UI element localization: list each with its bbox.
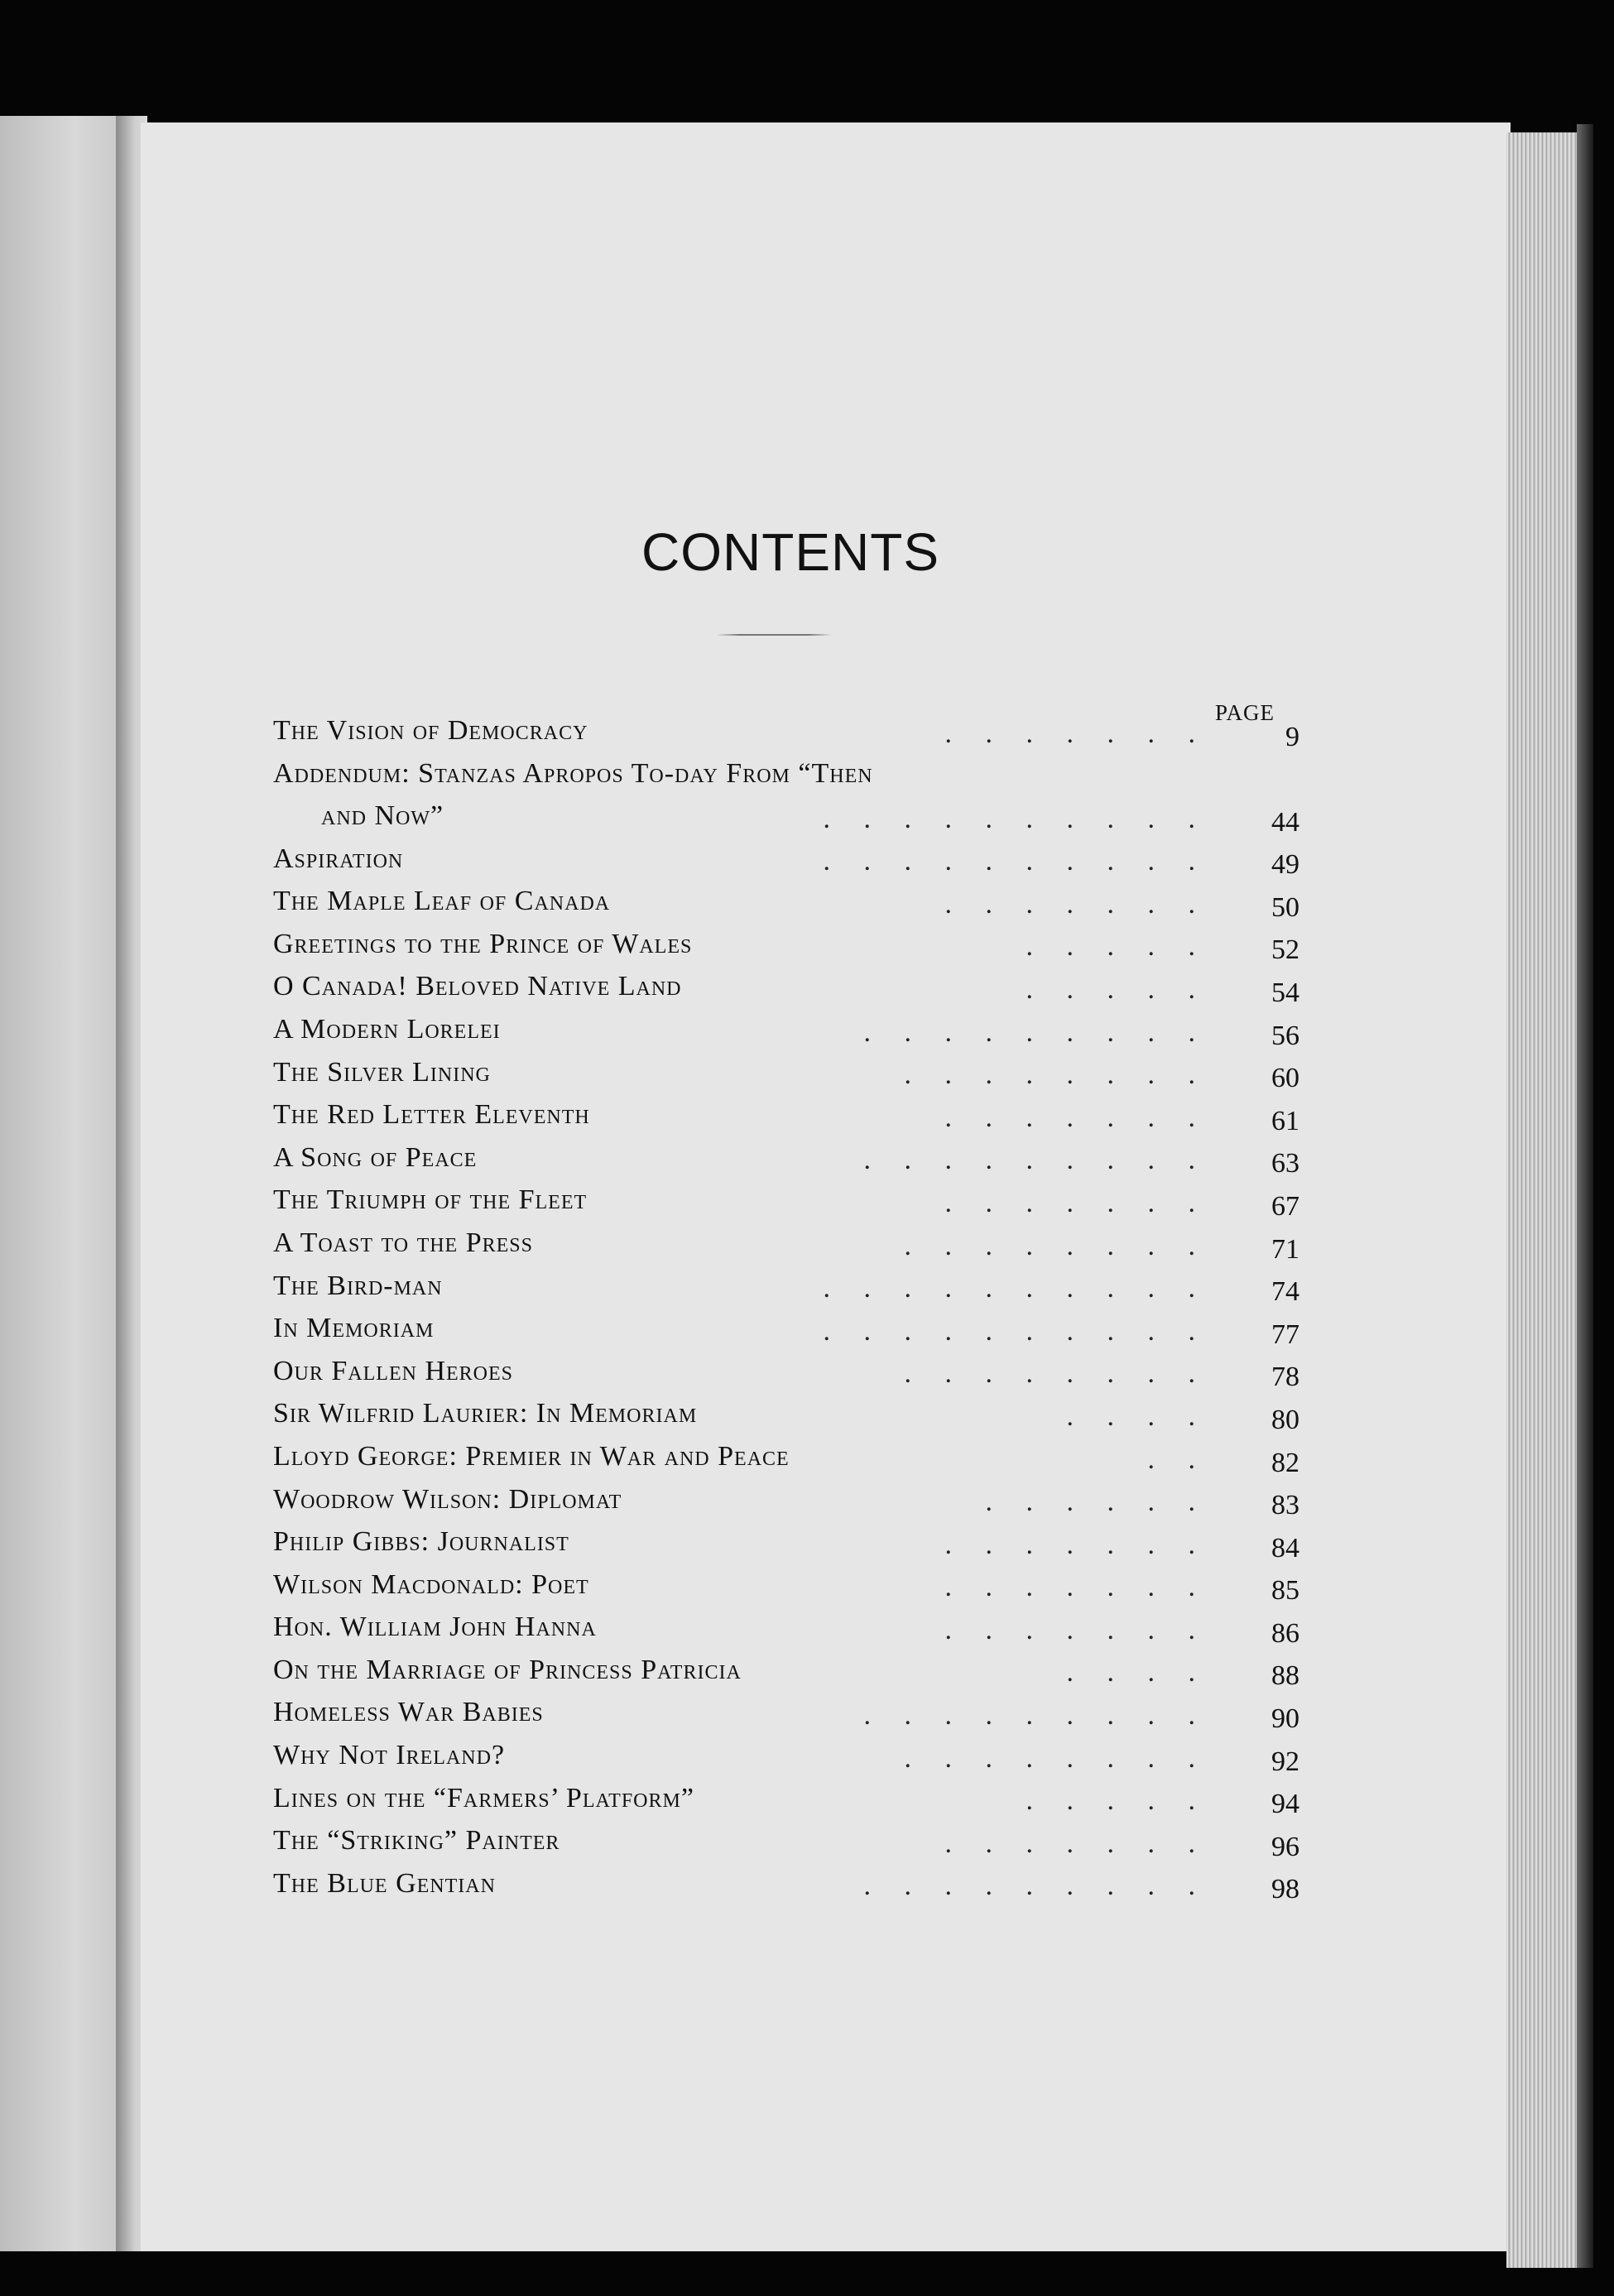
entry-page-number: 49 <box>1271 849 1299 881</box>
dot-leader: . . . . . . . <box>944 1572 1208 1603</box>
dot-leader: . . . . . . . . . . <box>823 1315 1208 1347</box>
entry-page-number: 50 <box>1271 891 1299 923</box>
entry-title: The Red Letter Eleventh <box>273 1099 590 1131</box>
toc-entry[interactable] <box>273 1054 1299 1097</box>
dot-leader: . . . . . . . . <box>904 1358 1208 1390</box>
entry-page-number: 44 <box>1271 806 1299 838</box>
toc-entry[interactable] <box>273 712 1299 755</box>
entry-page-number: 94 <box>1271 1789 1299 1820</box>
entry-page-number: 84 <box>1271 1532 1299 1563</box>
entry-page-number: 92 <box>1271 1746 1299 1777</box>
dot-leader: . . . . . . . <box>944 1614 1208 1645</box>
entry-title: On the Marriage of Princess Patricia <box>273 1654 742 1685</box>
dot-leader: . . . . . . . . . <box>863 1145 1208 1176</box>
entry-title: O Canada! Beloved Native Land <box>273 971 682 1002</box>
entry-title: The Vision of Democracy <box>273 715 588 746</box>
toc-entry[interactable] <box>273 1267 1299 1310</box>
page-column-header: PAGE <box>1214 700 1275 725</box>
toc-entry[interactable] <box>273 755 1299 840</box>
entry-title: In Memoriam <box>273 1313 435 1344</box>
entry-page-number: 88 <box>1271 1660 1299 1692</box>
toc-entry[interactable] <box>273 1608 1299 1651</box>
toc-entry[interactable] <box>273 1736 1299 1780</box>
entry-page-number: 98 <box>1271 1874 1299 1905</box>
entry-title: Our Fallen Heroes <box>273 1355 514 1386</box>
entry-title: A Toast to the Press <box>273 1227 533 1258</box>
dot-leader: . . . . . <box>1026 973 1208 1005</box>
dot-leader: . . . . . <box>1026 1785 1208 1817</box>
entry-page-number: 96 <box>1271 1831 1299 1862</box>
entry-title: The Triumph of the Fleet <box>273 1184 588 1216</box>
entry-page-number: 60 <box>1271 1063 1299 1094</box>
table-of-contents <box>273 712 1299 1907</box>
dot-leader: . . . . . . . . . . <box>823 846 1208 877</box>
entry-title: Aspiration <box>273 843 404 874</box>
toc-entry[interactable] <box>273 1865 1299 1908</box>
dot-leader: . . . . . . . <box>944 888 1208 920</box>
toc-entry[interactable] <box>273 1309 1299 1352</box>
toc-entry[interactable] <box>273 1566 1299 1609</box>
toc-entry[interactable] <box>273 882 1299 925</box>
entry-page-number: 78 <box>1271 1362 1299 1393</box>
toc-entry[interactable] <box>273 1395 1299 1438</box>
toc-entry[interactable] <box>273 1096 1299 1139</box>
facing-page-edge <box>0 116 124 2251</box>
toc-entry[interactable] <box>273 1523 1299 1566</box>
entry-page-number: 56 <box>1271 1020 1299 1051</box>
toc-entry[interactable] <box>273 1352 1299 1395</box>
dot-leader: . . . . . . . <box>944 1828 1208 1859</box>
dot-leader: . . . . . . . <box>944 1187 1208 1218</box>
dot-leader: . . <box>1147 1443 1208 1475</box>
entry-title: Hon. William John Hanna <box>273 1612 597 1643</box>
toc-entry[interactable] <box>273 1693 1299 1736</box>
dot-leader: . . . . . . . . . . <box>823 1273 1208 1304</box>
toc-entry[interactable] <box>273 1651 1299 1694</box>
page-title: CONTENTS <box>641 522 939 582</box>
dot-leader: . . . . . . . <box>944 718 1208 749</box>
toc-entry[interactable] <box>273 1011 1299 1054</box>
dot-leader: . . . . . . . . . <box>863 1871 1208 1902</box>
toc-entry[interactable] <box>273 1481 1299 1524</box>
toc-entry[interactable] <box>273 1438 1299 1481</box>
dot-leader: . . . . <box>1066 1657 1208 1688</box>
entry-page-number: 86 <box>1271 1617 1299 1649</box>
page-stack-shadow <box>1577 124 1593 2268</box>
dot-leader: . . . . . . . <box>944 1529 1208 1560</box>
dot-leader: . . . . . . . <box>944 1102 1208 1133</box>
dot-leader: . . . . . <box>1026 931 1208 963</box>
toc-entry[interactable] <box>273 1780 1299 1823</box>
entry-page-number: 54 <box>1271 977 1299 1008</box>
title-rule-ornament <box>716 634 832 636</box>
dot-leader: . . . . . . <box>985 1487 1208 1518</box>
toc-entry[interactable] <box>273 925 1299 968</box>
toc-entry[interactable] <box>273 1181 1299 1224</box>
entry-page-number: 9 <box>1285 721 1299 752</box>
entry-page-number: 90 <box>1271 1703 1299 1735</box>
dot-leader: . . . . . . . . <box>904 1742 1208 1774</box>
dot-leader: . . . . . . . . . <box>863 1700 1208 1732</box>
toc-entry[interactable] <box>273 1139 1299 1182</box>
entry-title: Wilson Macdonald: Poet <box>273 1568 589 1600</box>
entry-page-number: 77 <box>1271 1319 1299 1350</box>
entry-title: The “Striking” Painter <box>273 1825 560 1856</box>
dot-leader: . . . . . . . . . <box>863 1016 1208 1048</box>
entry-title: Greetings to the Prince of Wales <box>273 928 693 959</box>
entry-title: Woodrow Wilson: Diplomat <box>273 1483 622 1515</box>
toc-entry[interactable] <box>273 1822 1299 1865</box>
dot-leader: . . . . . . . . <box>904 1059 1208 1091</box>
toc-entry[interactable] <box>273 968 1299 1011</box>
toc-entry[interactable] <box>273 1224 1299 1267</box>
entry-page-number: 63 <box>1271 1148 1299 1179</box>
entry-page-number: 82 <box>1271 1447 1299 1478</box>
entry-title: Sir Wilfrid Laurier: In Memoriam <box>273 1398 698 1429</box>
entry-title-continued: and Now” <box>321 800 444 831</box>
entry-title: The Bird-man <box>273 1270 443 1301</box>
entry-page-number: 71 <box>1271 1233 1299 1265</box>
entry-title: A Song of Peace <box>273 1141 478 1173</box>
entry-title: The Silver Lining <box>273 1056 491 1088</box>
entry-title: The Maple Leaf of Canada <box>273 886 611 917</box>
entry-page-number: 67 <box>1271 1190 1299 1222</box>
entry-title: Lloyd George: Premier in War and Peace <box>273 1440 790 1472</box>
entry-page-number: 80 <box>1271 1404 1299 1435</box>
dot-leader: . . . . . . . . . . <box>823 803 1208 834</box>
dot-leader: . . . . . . . . <box>904 1230 1208 1261</box>
entry-page-number: 61 <box>1271 1105 1299 1136</box>
entry-title: Homeless War Babies <box>273 1697 544 1728</box>
entry-title: Why Not Ireland? <box>273 1740 506 1771</box>
entry-title: Philip Gibbs: Journalist <box>273 1526 569 1558</box>
entry-page-number: 85 <box>1271 1575 1299 1607</box>
entry-title: Addendum: Stanzas Apropos To-day From “Then <box>273 757 873 789</box>
entry-title: Lines on the “Farmers’ Platform” <box>273 1782 694 1813</box>
dot-leader: . . . . <box>1066 1400 1208 1432</box>
entry-title: The Blue Gentian <box>273 1867 496 1899</box>
entry-page-number: 83 <box>1271 1490 1299 1521</box>
entry-page-number: 52 <box>1271 934 1299 966</box>
entry-title: A Modern Lorelei <box>273 1013 501 1045</box>
entry-page-number: 74 <box>1271 1276 1299 1308</box>
toc-entry[interactable] <box>273 840 1299 883</box>
